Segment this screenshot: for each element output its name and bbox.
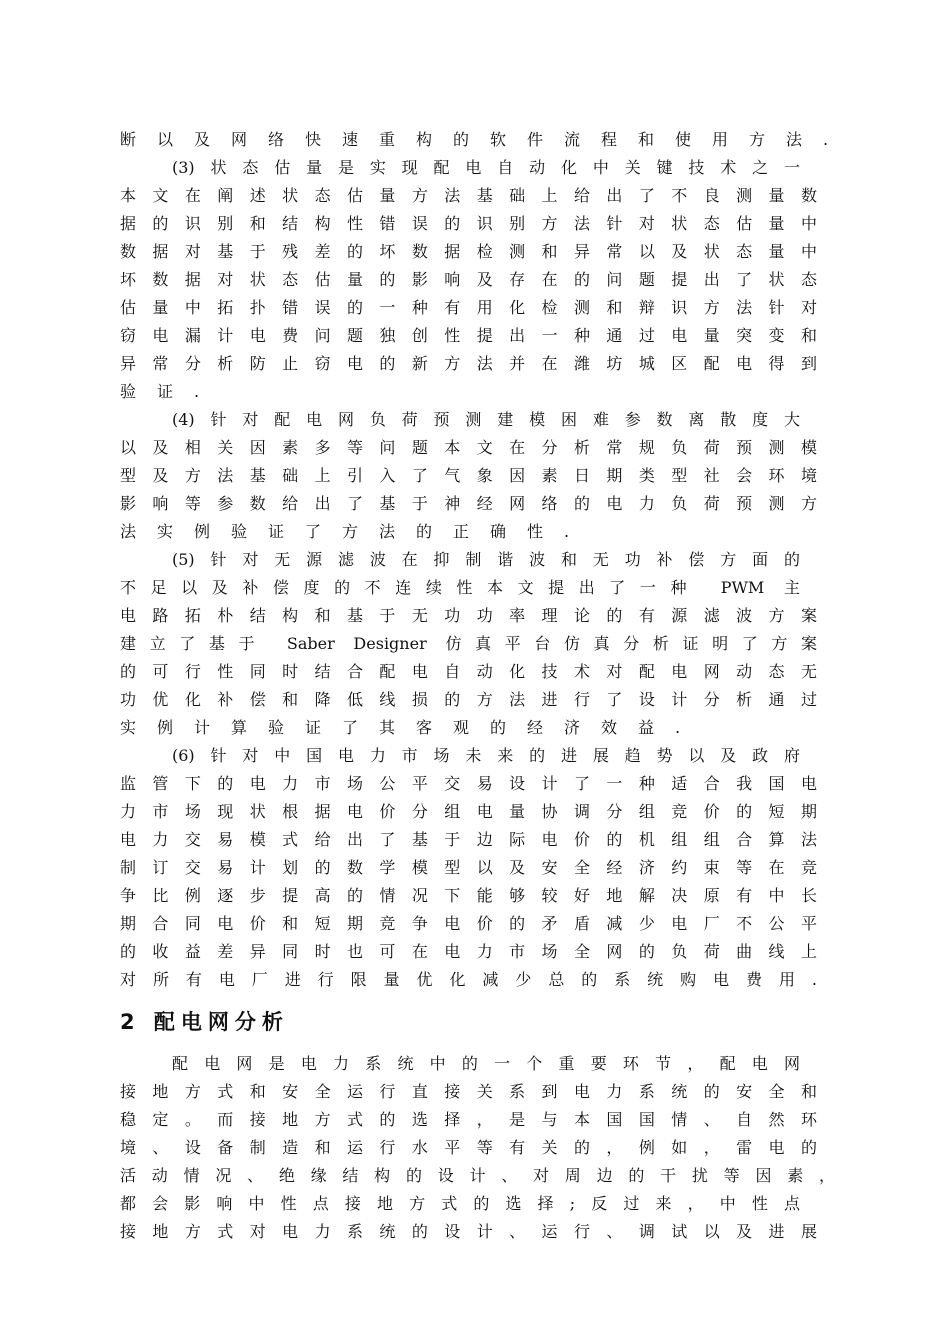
text-line: (5)针对无源滤波在抑制谐波和无功补偿方面的 xyxy=(172,550,800,569)
text-line: 期合同电价和短期竞争电价的矛盾减少电厂不公平 xyxy=(120,914,817,933)
text-line: 电路拓朴结构和基于无功功率理论的有源滤波方案 xyxy=(120,606,817,625)
text-line: 都会影响中性点接地方式的选择;反过来，中性点 xyxy=(120,1194,800,1213)
text-line: 验证. xyxy=(120,382,221,401)
text-line: (4)针对配电网负荷预测建模困难参数离散度大 xyxy=(172,410,800,429)
text-line: 数据对基于残差的坏数据检测和异常以及状态量中 xyxy=(120,242,817,261)
text-line: 断以及网络快速重构的软件流程和使用方法. xyxy=(120,130,850,149)
text-line: 力市场现状根据电价分组电量协调分组竞价的短期 xyxy=(120,802,817,821)
text-line: 型及方法基础上引入了气象因素日期类型社会环境 xyxy=(120,466,817,485)
text-line: 监管下的电力市场公平交易设计了一种适合我国电 xyxy=(120,774,817,793)
text-line: 坏数据对状态估量的影响及存在的问题提出了状态 xyxy=(120,270,817,289)
text-line: 实例计算验证了其客观的经济效益. xyxy=(120,718,702,737)
text-line: 的可行性同时结合配电自动化技术对配电网动态无 xyxy=(120,662,817,681)
text-line: (6)针对中国电力市场未来的进展趋势以及政府 xyxy=(172,746,800,765)
text-line: 稳定。而接地方式的选择，是与本国国情、自然环 xyxy=(120,1110,817,1129)
text-line: 接地方式和安全运行直接关系到电力系统的安全和 xyxy=(120,1082,817,1101)
text-line: 估量中拓扑错误的一种有用化检测和辩识方法针对 xyxy=(120,298,817,317)
text-line: 不足以及补偿度的不连续性本文提出了一种 PWM 主 xyxy=(120,578,800,597)
text-line: 境、设备制造和运行水平等有关的，例如，雷电的 xyxy=(120,1138,817,1157)
text-line: 活动情况、绝缘结构的设计、对周边的干扰等因素， xyxy=(120,1166,835,1185)
text-line: 建立了基于 Saber Designer 仿真平台仿真分析证明了方案 xyxy=(120,634,817,653)
text-line: 接地方式对电力系统的设计、运行、调试以及进展 xyxy=(120,1222,817,1241)
text-line: 的收益差异同时也可在电力市场全网的负荷曲线上 xyxy=(120,942,817,961)
text-line: 影响等参数给出了基于神经网络的电力负荷预测方 xyxy=(120,494,817,513)
text-line: (3)状态估量是实现配电自动化中关键技术之一 xyxy=(172,158,800,177)
text-line: 异常分析防止窃电的新方法并在潍坊城区配电得到 xyxy=(120,354,817,373)
text-line: 窃电漏计电费问题独创性提出一种通过电量突变和 xyxy=(120,326,817,345)
text-line: 据的识别和结构性错误的识别方法针对状态估量中 xyxy=(120,214,817,233)
section-heading: 2 配电网分析 xyxy=(120,1010,289,1034)
text-line: 电力交易模式给出了基于边际电价的机组组合算法 xyxy=(120,830,817,849)
text-line: 配电网是电力系统中的一个重要环节，配电网 xyxy=(172,1054,800,1073)
text-line: 对所有电厂进行限量优化减少总的系统购电费用. xyxy=(120,970,817,989)
text-line: 功优化补偿和降低线损的方法进行了设计分析通过 xyxy=(120,690,817,709)
text-line: 制订交易计划的数学模型以及安全经济约束等在竞 xyxy=(120,858,817,877)
text-line: 本文在阐述状态估量方法基础上给出了不良测量数 xyxy=(120,186,817,205)
text-line: 争比例逐步提高的情况下能够较好地解决原有中长 xyxy=(120,886,817,905)
text-line: 以及相关因素多等问题本文在分析常规负荷预测模 xyxy=(120,438,817,457)
text-line: 法实例验证了方法的正确性. xyxy=(120,522,591,541)
